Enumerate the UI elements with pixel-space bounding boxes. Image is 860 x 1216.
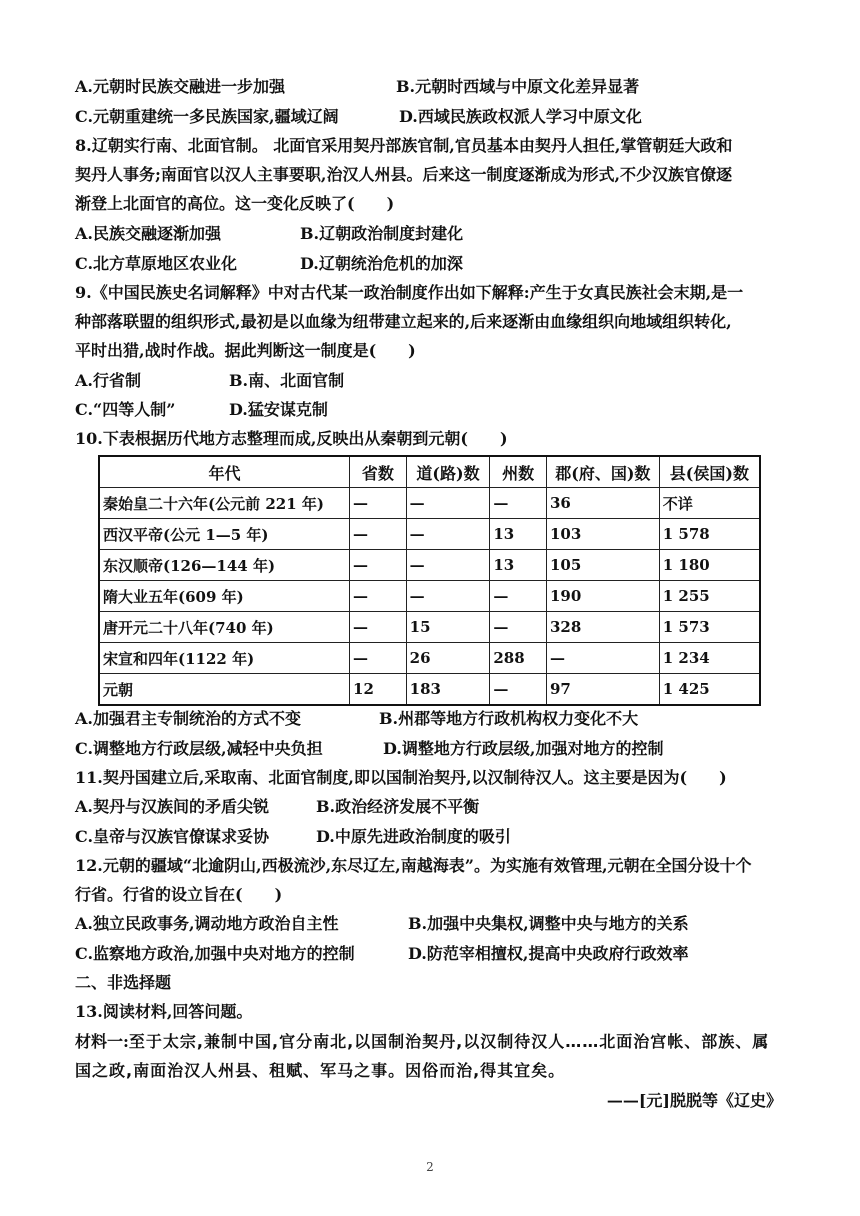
section-heading: 二、非选择题	[75, 973, 172, 992]
q9-stem-line3: 平时出猎,战时作战。据此判断这一制度是( )	[75, 341, 416, 360]
table-cell: —	[546, 643, 659, 674]
table-row	[99, 674, 760, 706]
table-cell: 隋大业五年(609 年)	[99, 581, 350, 612]
table-cell: 13	[490, 519, 547, 550]
table-cell: —	[350, 612, 407, 643]
table-cell: 东汉顺帝(126—144 年)	[99, 550, 350, 581]
table-cell: —	[406, 550, 490, 581]
table-cell: 元朝	[99, 674, 350, 706]
header-cell: 省数	[350, 456, 407, 488]
q8-option-c: C.北方草原地区农业化	[75, 254, 238, 273]
table-cell: 1 255	[659, 581, 760, 612]
q12-option-b: B.加强中央集权,调整中央与地方的关系	[408, 914, 689, 933]
q12-stem-line2: 行省。行省的设立旨在( )	[75, 885, 283, 904]
q11-option-b: B.政治经济发展不平衡	[316, 797, 480, 816]
table-cell: —	[350, 488, 407, 519]
q11-stem: 11.契丹国建立后,采取南、北面官制度,即以国制治契丹,以汉制待汉人。这主要是因为( )	[75, 768, 727, 787]
table-cell: 190	[546, 581, 659, 612]
table-cell: 1 573	[659, 612, 760, 643]
q8-option-d: D.辽朝统治危机的加深	[300, 254, 463, 273]
header-cell: 道(路)数	[406, 456, 490, 488]
q7-option-d: D.西域民族政权派人学习中原文化	[399, 107, 642, 126]
header-cell: 郡(府、国)数	[546, 456, 659, 488]
material-1-source: ——[元]脱脱等《辽史》	[606, 1091, 782, 1110]
table-cell: 97	[546, 674, 659, 706]
table-cell: —	[350, 550, 407, 581]
table-row	[99, 581, 760, 612]
table-row	[99, 488, 760, 519]
material-1-line2: 国之政,南面治汉人州县、租赋、军马之事。因俗而治,得其宜矣。	[75, 1061, 566, 1080]
table-cell: 183	[406, 674, 490, 706]
header-cell: 县(侯国)数	[659, 456, 760, 488]
q11-option-c: C.皇帝与汉族官僚谋求妥协	[75, 827, 270, 846]
table-cell: —	[350, 519, 407, 550]
table-row	[99, 519, 760, 550]
table-cell: —	[406, 581, 490, 612]
table-cell: —	[350, 643, 407, 674]
table-cell: 15	[406, 612, 490, 643]
table-cell: 唐开元二十八年(740 年)	[99, 612, 350, 643]
table-row	[99, 612, 760, 643]
q8-option-a: A.民族交融逐渐加强	[75, 224, 221, 243]
table-cell: 103	[546, 519, 659, 550]
table-row	[99, 643, 760, 674]
table-cell: 秦始皇二十六年(公元前 221 年)	[99, 488, 350, 519]
q9-stem-line1: 9.《中国民族史名词解释》中对古代某一政治制度作出如下解释:产生于女真民族社会末期,是一	[75, 283, 744, 302]
material-1-label: 材料一:	[75, 1032, 129, 1051]
q8-stem-line3: 渐登上北面官的高位。这一变化反映了( )	[75, 194, 395, 213]
q7-option-b: B.元朝时西域与中原文化差异显著	[396, 77, 640, 96]
q7-option-c: C.元朝重建统一多民族国家,疆域辽阔	[75, 107, 339, 126]
q11-option-a: A.契丹与汉族间的矛盾尖锐	[75, 797, 269, 816]
admin-divisions-table	[98, 455, 761, 706]
table-cell: —	[490, 674, 547, 706]
table-cell: 1 425	[659, 674, 760, 706]
table-cell: —	[490, 612, 547, 643]
q9-stem-line2: 种部落联盟的组织形式,最初是以血缘为纽带建立起来的,后来逐渐由血缘组织向地域组织转化,	[75, 312, 732, 331]
q8-stem-line2: 契丹人事务;南面官以汉人主事要职,治汉人州县。后来这一制度逐渐成为形式,不少汉族官僚逐	[75, 165, 733, 184]
table-cell: 1 578	[659, 519, 760, 550]
q11-option-d: D.中原先进政治制度的吸引	[316, 827, 511, 846]
q12-option-a: A.独立民政事务,调动地方政治自主性	[75, 914, 339, 933]
q12-stem-line1: 12.元朝的疆域“北逾阴山,西极流沙,东尽辽左,南越海表”。为实施有效管理,元朝在全国分设十个	[75, 856, 752, 875]
table-cell: 1 234	[659, 643, 760, 674]
table-cell: 不详	[659, 488, 760, 519]
q9-option-a: A.行省制	[75, 371, 141, 390]
q7-option-a: A.元朝时民族交融进一步加强	[75, 77, 285, 96]
q10-option-b: B.州郡等地方行政机构权力变化不大	[379, 709, 639, 728]
table-cell: 1 180	[659, 550, 760, 581]
q9-option-b: B.南、北面官制	[229, 371, 345, 390]
q12-option-d: D.防范宰相擅权,提高中央政府行政效率	[408, 944, 689, 963]
table-cell: —	[406, 488, 490, 519]
table-cell: 328	[546, 612, 659, 643]
q8-stem-line1: 8.辽朝实行南、北面官制。 北面官采用契丹部族官制,官员基本由契丹人担任,掌管朝廷大政和	[75, 136, 733, 155]
q13-stem: 13.阅读材料,回答问题。	[75, 1002, 253, 1021]
table-cell: 288	[490, 643, 547, 674]
header-cell: 州数	[490, 456, 547, 488]
material-1-text: 至于太宗,兼制中国,官分南北,以国制治契丹,以汉制待汉人……北面治宫帐、部族、属	[128, 1032, 770, 1051]
q10-option-a: A.加强君主专制统治的方式不变	[75, 709, 301, 728]
table-cell: 西汉平帝(公元 1—5 年)	[99, 519, 350, 550]
table-cell: —	[350, 581, 407, 612]
q10-option-d: D.调整地方行政层级,加强对地方的控制	[383, 739, 664, 758]
q9-option-c: C.“四等人制”	[75, 400, 176, 419]
table-row	[99, 550, 760, 581]
header-cell: 年代	[99, 456, 350, 488]
q8-option-b: B.辽朝政治制度封建化	[300, 224, 464, 243]
table-cell: 26	[406, 643, 490, 674]
table-cell: 105	[546, 550, 659, 581]
table-header-row	[99, 456, 760, 488]
table-cell: 宋宣和四年(1122 年)	[99, 643, 350, 674]
q10-stem: 10.下表根据历代地方志整理而成,反映出从秦朝到元朝( )	[75, 429, 508, 448]
table-cell: 36	[546, 488, 659, 519]
table-cell: —	[490, 581, 547, 612]
table-cell: 13	[490, 550, 547, 581]
q10-option-c: C.调整地方行政层级,减轻中央负担	[75, 739, 323, 758]
q12-option-c: C.监察地方政治,加强中央对地方的控制	[75, 944, 355, 963]
material-1-line1	[75, 1031, 769, 1053]
q9-option-d: D.猛安谋克制	[229, 400, 328, 419]
table-cell: —	[406, 519, 490, 550]
page-number: 2	[426, 1160, 434, 1174]
table-cell: —	[490, 488, 547, 519]
table-cell: 12	[350, 674, 407, 706]
